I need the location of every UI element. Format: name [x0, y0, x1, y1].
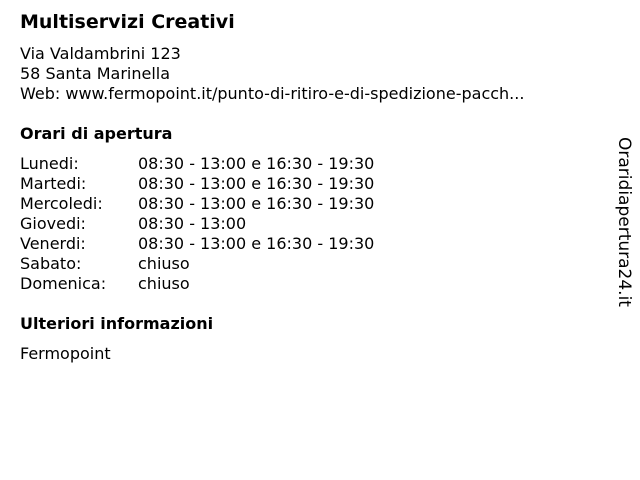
- further-info-text: Fermopoint: [20, 344, 111, 363]
- time-range: chiuso: [138, 254, 190, 273]
- hours-row-monday: [20, 154, 374, 174]
- day-label: Martedi:: [20, 174, 87, 193]
- hours-row-thursday: [20, 214, 374, 234]
- day-label: Sabato:: [20, 254, 82, 273]
- further-info-heading: Ulteriori informazioni: [20, 314, 214, 333]
- time-range: 08:30 - 13:00 e 16:30 - 19:30: [138, 154, 375, 173]
- street-address: Via Valdambrini 123: [20, 44, 181, 63]
- website-link[interactable]: Web: www.fermopoint.it/punto-di-ritiro-e-di-spedizione-pacch...: [20, 84, 525, 103]
- day-label: Venerdi:: [20, 234, 86, 253]
- side-brand-watermark: Oraridiapertura24.it: [614, 137, 634, 307]
- hours-row-wednesday: [20, 194, 374, 214]
- opening-hours-table: [20, 154, 374, 294]
- address-block: [20, 44, 524, 104]
- time-range: 08:30 - 13:00: [138, 214, 247, 233]
- time-range: chiuso: [138, 274, 190, 293]
- hours-row-friday: [20, 234, 374, 254]
- hours-row-tuesday: [20, 174, 374, 194]
- time-range: 08:30 - 13:00 e 16:30 - 19:30: [138, 174, 375, 193]
- city-address: 58 Santa Marinella: [20, 64, 171, 83]
- day-label: Giovedi:: [20, 214, 86, 233]
- day-label: Lunedi:: [20, 154, 79, 173]
- hours-row-sunday: [20, 274, 374, 294]
- time-range: 08:30 - 13:00 e 16:30 - 19:30: [138, 194, 375, 213]
- day-label: Mercoledi:: [20, 194, 103, 213]
- opening-hours-heading: Orari di apertura: [20, 124, 173, 143]
- time-range: 08:30 - 13:00 e 16:30 - 19:30: [138, 234, 375, 253]
- day-label: Domenica:: [20, 274, 107, 293]
- hours-row-saturday: [20, 254, 374, 274]
- business-name: Multiservizi Creativi: [20, 11, 235, 33]
